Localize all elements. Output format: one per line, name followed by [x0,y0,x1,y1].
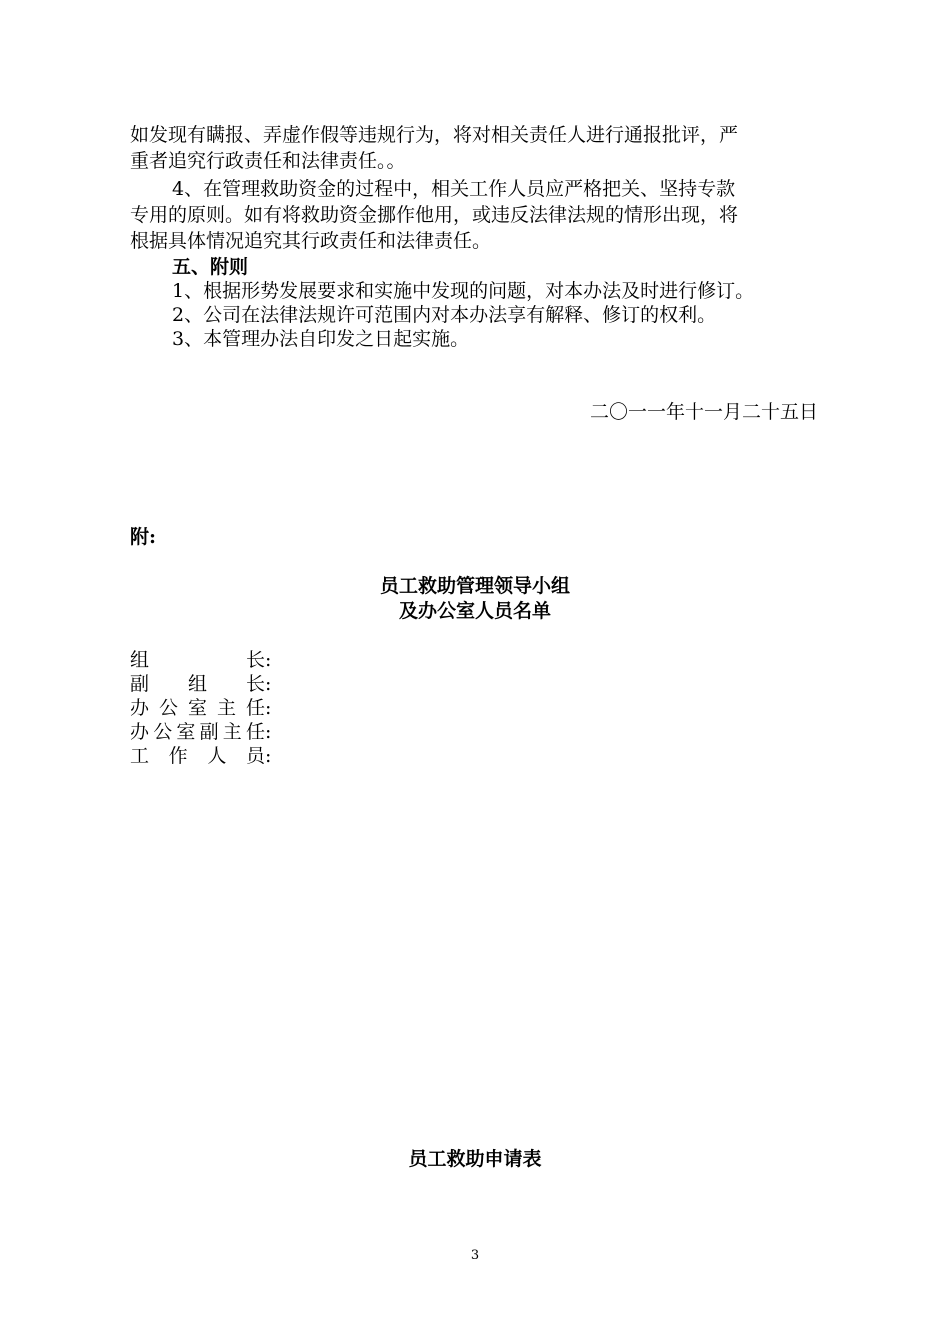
rule-item-1: 1、根据形势发展要求和实施中发现的问题，对本办法及时进行修订。 [172,280,755,302]
body-line-3: 4、在管理救助资金的过程中，相关工作人员应严格把关、坚持专款 [172,178,736,200]
document-date: 二〇一一年十一月二十五日 [589,401,818,423]
roster-row-office-director [130,696,271,720]
roster-label: 组长 [130,649,265,671]
roster-label: 办公室主任 [130,697,265,719]
roster-label: 工作人员 [130,745,265,767]
section-heading-appendix-rules: 五、附则 [172,256,249,278]
roster-colon: : [265,649,272,671]
roster-row-leader [130,648,271,672]
roster-colon: : [265,745,272,767]
body-line-2: 重者追究行政责任和法律责任。。 [130,150,406,172]
roster-list [130,648,271,768]
roster-row-office-deputy-director [130,720,271,744]
appendix-label: 附: [130,526,157,548]
roster-label: 办公室副主任 [130,721,265,743]
roster-colon: : [265,673,272,695]
roster-colon: : [265,697,272,719]
roster-row-deputy-leader [130,672,271,696]
page-number: 3 [470,1248,480,1263]
rule-item-3: 3、本管理办法自印发之日起实施。 [172,328,470,350]
appendix-title-line-1: 员工救助管理领导小组 [379,575,570,597]
appendix-title-line-2: 及办公室人员名单 [398,600,551,622]
body-line-1: 如发现有瞒报、弄虚作假等违规行为，将对相关责任人进行通报批评，严 [130,124,739,146]
roster-row-staff [130,744,271,768]
form-title: 员工救助申请表 [408,1148,542,1170]
body-line-4: 专用的原则。如有将救助资金挪作他用，或违反法律法规的情形出现，将 [130,204,739,226]
body-line-5: 根据具体情况追究其行政责任和法律责任。 [130,230,492,252]
roster-colon: : [265,721,272,743]
roster-label: 副组长 [130,673,265,695]
rule-item-2: 2、公司在法律法规许可范围内对本办法享有解释、修订的权利。 [172,304,717,326]
